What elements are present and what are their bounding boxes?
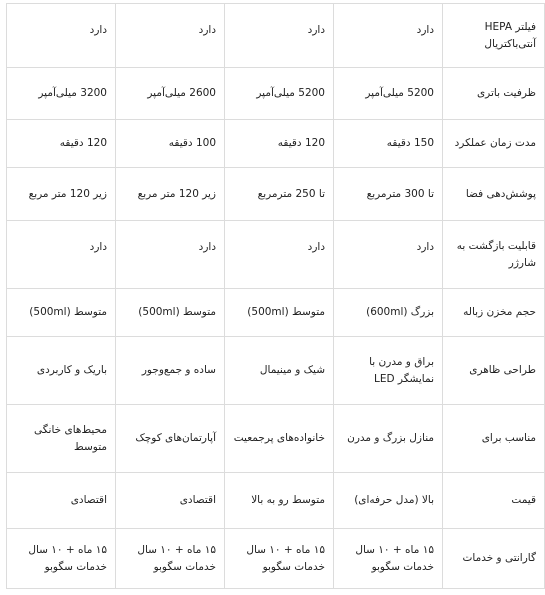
table-cell: خانواده‌های پرجمعیت	[225, 405, 334, 473]
table-row	[7, 221, 545, 289]
row-label: گارانتی و خدمات	[443, 529, 545, 589]
table-cell: دارد	[225, 4, 334, 68]
row-label: مدت زمان عملکرد	[443, 120, 545, 168]
table-cell: متوسط (500ml)	[7, 289, 116, 337]
table-cell: 120 دقیقه	[7, 120, 116, 168]
table-cell: دارد	[334, 221, 443, 289]
table-cell: دارد	[225, 221, 334, 289]
table-row	[7, 168, 545, 221]
table-cell: منازل بزرگ و مدرن	[334, 405, 443, 473]
table-cell: 2600 میلی‌آمپر	[116, 68, 225, 120]
table-row	[7, 405, 545, 473]
table-cell: 3200 میلی‌آمپر	[7, 68, 116, 120]
table-cell: متوسط (500ml)	[225, 289, 334, 337]
table-cell: 150 دقیقه	[334, 120, 443, 168]
table-cell: دارد	[7, 4, 116, 68]
table-cell: اقتصادی	[7, 473, 116, 529]
table-cell: آپارتمان‌های کوچک	[116, 405, 225, 473]
row-label: قیمت	[443, 473, 545, 529]
row-label: طراحی ظاهری	[443, 337, 545, 405]
table-cell: محیط‌های خانگی متوسط	[7, 405, 116, 473]
table-cell: شیک و مینیمال	[225, 337, 334, 405]
row-label: پوشش‌دهی فضا	[443, 168, 545, 221]
row-label: حجم مخزن زباله	[443, 289, 545, 337]
table-cell: 5200 میلی‌آمپر	[334, 68, 443, 120]
table-cell: ساده و جمع‌وجور	[116, 337, 225, 405]
table-row	[7, 473, 545, 529]
table-row	[7, 529, 545, 589]
table-cell: 120 دقیقه	[225, 120, 334, 168]
table-row	[7, 4, 545, 68]
table-cell: براق و مدرن با نمایشگر LED	[334, 337, 443, 405]
table-cell: زیر 120 متر مربع	[116, 168, 225, 221]
row-label: مناسب برای	[443, 405, 545, 473]
table-cell: اقتصادی	[116, 473, 225, 529]
row-label: فیلتر HEPA آنتی‌باکتریال	[443, 4, 545, 68]
table-cell: تا 300 مترمربع	[334, 168, 443, 221]
table-row	[7, 120, 545, 168]
table-cell: متوسط رو به بالا	[225, 473, 334, 529]
table-cell: بالا (مدل حرفه‌ای)	[334, 473, 443, 529]
table-cell: زیر 120 متر مربع	[7, 168, 116, 221]
table-cell: تا 250 مترمربع	[225, 168, 334, 221]
table-cell: دارد	[334, 4, 443, 68]
row-label: قابلیت بازگشت به شارژر	[443, 221, 545, 289]
comparison-table	[6, 3, 545, 589]
table-cell: دارد	[116, 4, 225, 68]
table-cell: ۱۵ ماه + ۱۰ سال خدمات سگوبو	[225, 529, 334, 589]
table-cell: ۱۵ ماه + ۱۰ سال خدمات سگوبو	[116, 529, 225, 589]
table-cell: متوسط (500ml)	[116, 289, 225, 337]
row-label: ظرفیت باتری	[443, 68, 545, 120]
table-cell: ۱۵ ماه + ۱۰ سال خدمات سگوبو	[334, 529, 443, 589]
table-cell: باریک و کاربردی	[7, 337, 116, 405]
table-row	[7, 289, 545, 337]
table-row	[7, 337, 545, 405]
table-cell: 5200 میلی‌آمپر	[225, 68, 334, 120]
table-cell: ۱۵ ماه + ۱۰ سال خدمات سگوبو	[7, 529, 116, 589]
table-cell: دارد	[7, 221, 116, 289]
table-row	[7, 68, 545, 120]
table-cell: دارد	[116, 221, 225, 289]
table-cell: بزرگ (600ml)	[334, 289, 443, 337]
table-cell: 100 دقیقه	[116, 120, 225, 168]
